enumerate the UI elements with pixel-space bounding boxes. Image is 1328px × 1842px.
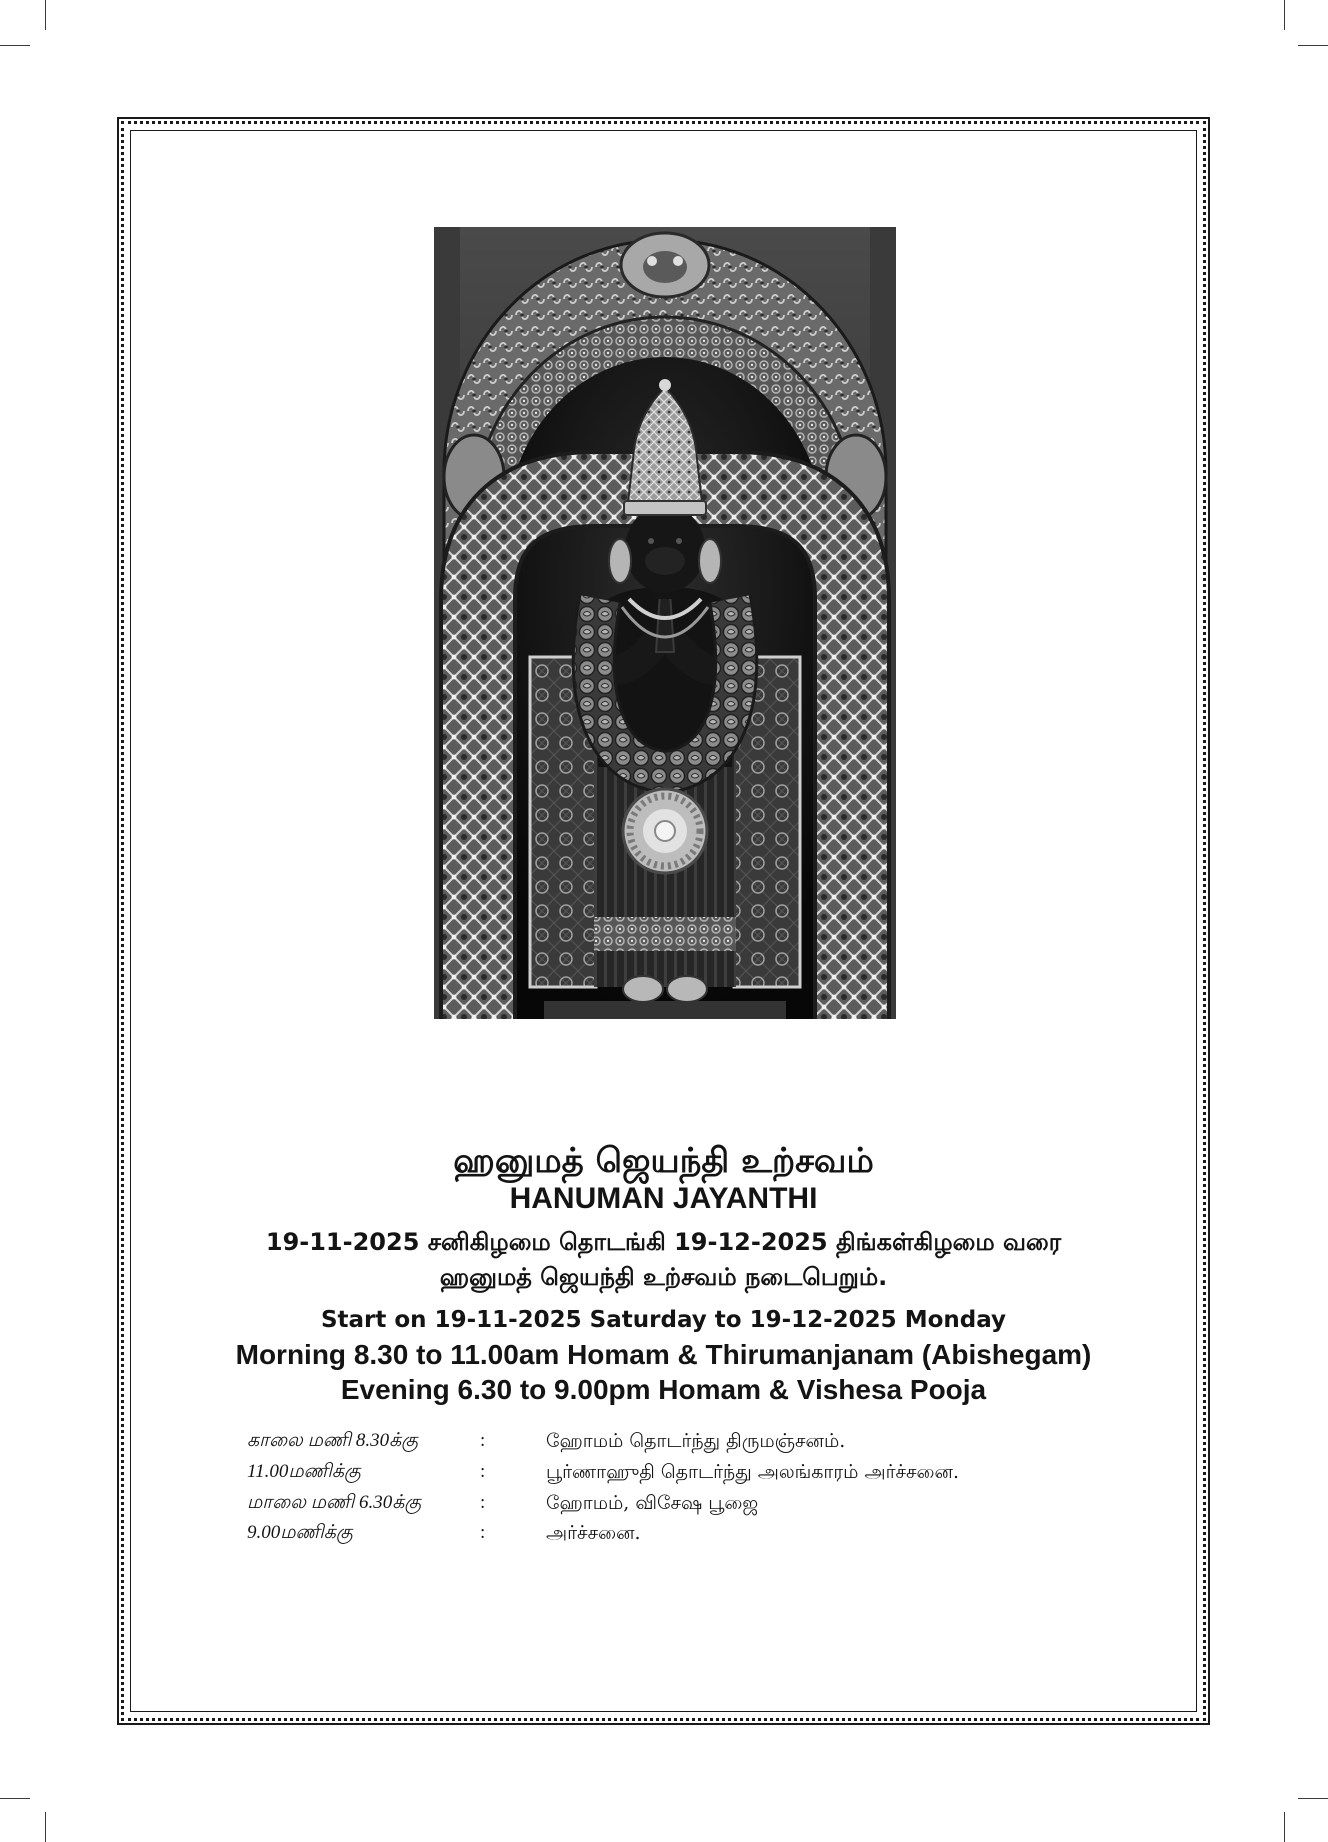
schedule-row [0, 1429, 1328, 1453]
schedule-separator: : [480, 1461, 486, 1482]
morning-schedule-line: Morning 8.30 to 11.00am Homam & Thirumanjanam (Abishegam) [235, 1339, 1092, 1370]
crop-mark-bottom-left-horizontal [0, 1798, 30, 1799]
schedule-row [0, 1521, 1328, 1545]
crop-mark-top-right-vertical [1284, 0, 1285, 30]
crop-mark-bottom-left-vertical [45, 1812, 46, 1842]
ear-ornament-left [609, 539, 631, 583]
crown-tip [659, 379, 671, 391]
deity-photo [434, 227, 896, 1019]
dates-line-tamil: 19-11-2025 சனிகிழமை தொடங்கி 19-12-2025 திங்கள்கிழமை வரை [265, 1228, 1062, 1256]
crop-mark-top-left-horizontal [0, 45, 30, 46]
schedule-activity: ஹோமம், விசேஷ பூஜை [546, 1492, 759, 1514]
title-tamil: ஹனுமத் ஜெயந்தி உற்சவம் [453, 1141, 874, 1181]
evening-schedule-line: Evening 6.30 to 9.00pm Homam & Vishesa Pooja [340, 1374, 987, 1405]
foot-left [623, 976, 663, 1002]
schedule-separator: : [480, 1430, 486, 1451]
foot-right [667, 976, 707, 1002]
festival-line-tamil: ஹனுமத் ஜெயந்தி உற்சவம் நடைபெறும். [439, 1263, 888, 1291]
pedestal [544, 1001, 786, 1019]
schedule-separator: : [480, 1522, 486, 1543]
crop-mark-top-right-horizontal [1298, 45, 1328, 46]
eye-left [648, 538, 654, 544]
schedule-row [0, 1491, 1328, 1515]
schedule-time: 9.00மணிக்கு [247, 1522, 353, 1543]
crop-mark-bottom-right-vertical [1284, 1812, 1285, 1842]
schedule-row [0, 1460, 1328, 1484]
schedule-separator: : [480, 1492, 486, 1513]
crown-band [624, 501, 706, 515]
dhoti-border [594, 917, 736, 951]
title-english: HANUMAN JAYANTHI [509, 1182, 818, 1215]
crop-mark-bottom-right-horizontal [1298, 1798, 1328, 1799]
schedule-time: காலை மணி 8.30க்கு [247, 1430, 419, 1451]
eye-right [676, 538, 682, 544]
ear-ornament-right [699, 539, 721, 583]
crop-mark-top-left-vertical [45, 0, 46, 30]
schedule-activity: பூர்ணாஹுதி தொடர்ந்து அலங்காரம் அர்ச்சனை. [546, 1461, 959, 1483]
flower-medallion [623, 789, 707, 873]
schedule-time: 11.00மணிக்கு [247, 1461, 361, 1482]
muzzle [645, 547, 685, 575]
schedule-activity: அர்ச்சனை. [546, 1522, 641, 1544]
dates-line-english: Start on 19-11-2025 Saturday to 19-12-2025 Monday [320, 1307, 1007, 1333]
schedule-time: மாலை மணி 6.30க்கு [247, 1492, 422, 1513]
schedule-activity: ஹோமம் தொடர்ந்து திருமஞ்சனம். [546, 1430, 846, 1452]
